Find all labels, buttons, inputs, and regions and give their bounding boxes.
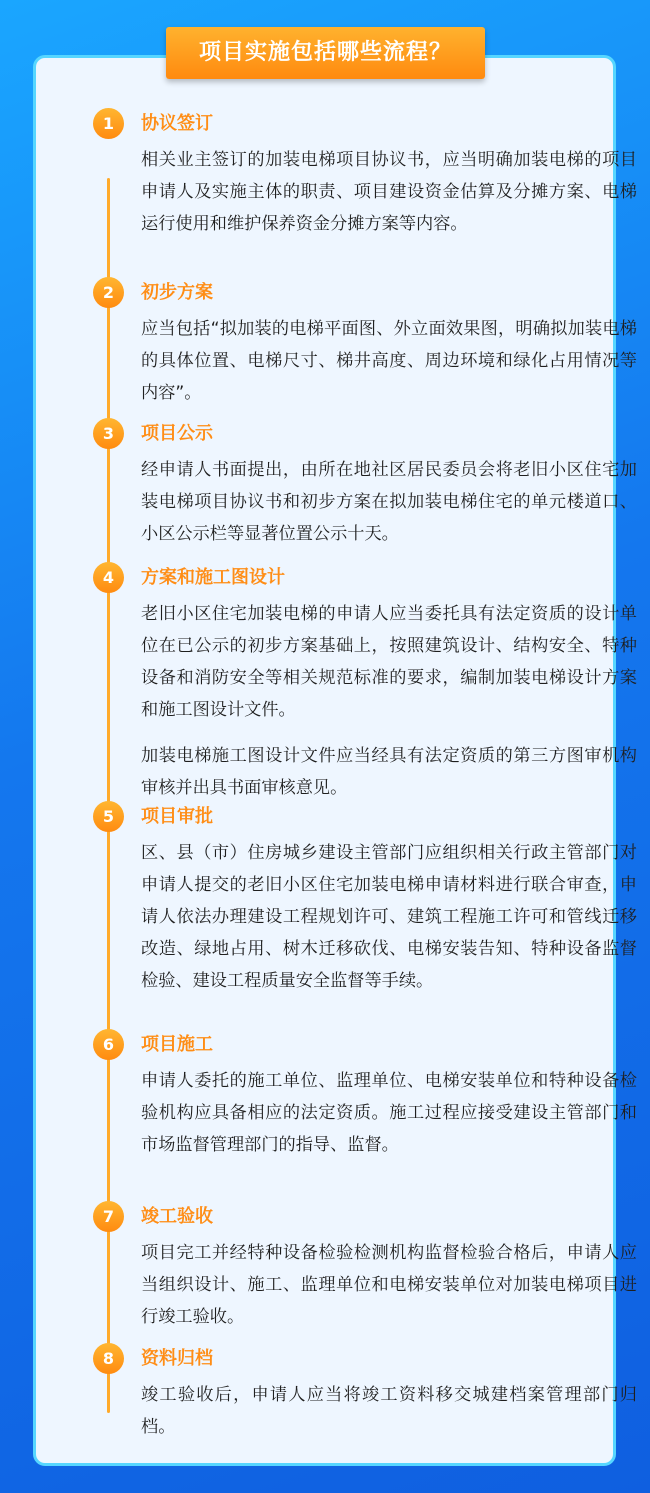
step-number-badge: 6 bbox=[93, 1029, 124, 1060]
step-paragraph: 申请人委托的施工单位、监理单位、电梯安装单位和特种设备检验机构应具备相应的法定资质。施工过程应接受建设主管部门和市场监督管理部门的指导、监督。 bbox=[141, 1071, 637, 1155]
step-number-badge: 7 bbox=[93, 1201, 124, 1232]
step-paragraph: 经申请人书面提出，由所在地社区居民委员会将老旧小区住宅加装电梯项目协议书和初步方案在拟加装电梯住宅的单元楼道口、小区公示栏等显著位置公示十天。 bbox=[141, 460, 637, 544]
step-body bbox=[141, 454, 637, 564]
step-title: 项目公示 bbox=[141, 423, 213, 444]
step-title: 方案和施工图设计 bbox=[141, 567, 285, 588]
step-number-badge: 2 bbox=[93, 277, 124, 308]
step-number-badge: 1 bbox=[93, 108, 124, 139]
step-paragraph: 应当包括“拟加装的电梯平面图、外立面效果图，明确拟加装电梯的具体位置、电梯尺寸、梯井高度、周边环境和绿化占用情况等内容”。 bbox=[141, 319, 637, 403]
step-title: 协议签订 bbox=[141, 113, 213, 134]
step-paragraph: 老旧小区住宅加装电梯的申请人应当委托具有法定资质的设计单位在已公示的初步方案基础上，按照建筑设计、结构安全、特种设备和消防安全等相关规范标准的要求，编制加装电梯设计方案和施工图设计文件。 bbox=[141, 604, 637, 720]
step-title: 初步方案 bbox=[141, 282, 213, 303]
step-number-badge: 8 bbox=[93, 1343, 124, 1374]
step-body bbox=[141, 598, 637, 818]
step-paragraph: 竣工验收后，申请人应当将竣工资料移交城建档案管理部门归档。 bbox=[141, 1385, 637, 1437]
step-number-badge: 3 bbox=[93, 418, 124, 449]
process-card bbox=[33, 55, 637, 1466]
step-body bbox=[141, 313, 637, 423]
step-paragraph: 加装电梯施工图设计文件应当经具有法定资质的第三方图审机构审核并出具书面审核意见。 bbox=[141, 746, 637, 798]
step-title: 竣工验收 bbox=[141, 1206, 213, 1227]
step-number-badge: 5 bbox=[93, 801, 124, 832]
page-title: 项目实施包括哪些流程？ bbox=[166, 27, 485, 79]
step-body bbox=[141, 1065, 637, 1175]
step-body bbox=[141, 1379, 637, 1457]
step-number-badge: 4 bbox=[93, 562, 124, 593]
step-body bbox=[141, 144, 637, 254]
step-paragraph: 相关业主签订的加装电梯项目协议书，应当明确加装电梯的项目申请人及实施主体的职责、项目建设资金估算及分摊方案、电梯运行使用和维护保养资金分摊方案等内容。 bbox=[141, 150, 637, 234]
step-paragraph: 区、县（市）住房城乡建设主管部门应组织相关行政主管部门对申请人提交的老旧小区住宅加装电梯申请材料进行联合审查，申请人依法办理建设工程规划许可、建筑工程施工许可和管线迁移改造、绿地占用、树木迁移砍伐、电梯安装告知、特种设备监督检验、建设工程质量安全监督等手续。 bbox=[141, 843, 637, 991]
step-title: 资料归档 bbox=[141, 1348, 213, 1369]
step-title: 项目审批 bbox=[141, 806, 213, 827]
step-body bbox=[141, 1237, 637, 1347]
step-body bbox=[141, 837, 637, 1011]
step-paragraph: 项目完工并经特种设备检验检测机构监督检验合格后，申请人应当组织设计、施工、监理单位和电梯安装单位对加装电梯项目进行竣工验收。 bbox=[141, 1243, 637, 1327]
step-title: 项目施工 bbox=[141, 1034, 213, 1055]
